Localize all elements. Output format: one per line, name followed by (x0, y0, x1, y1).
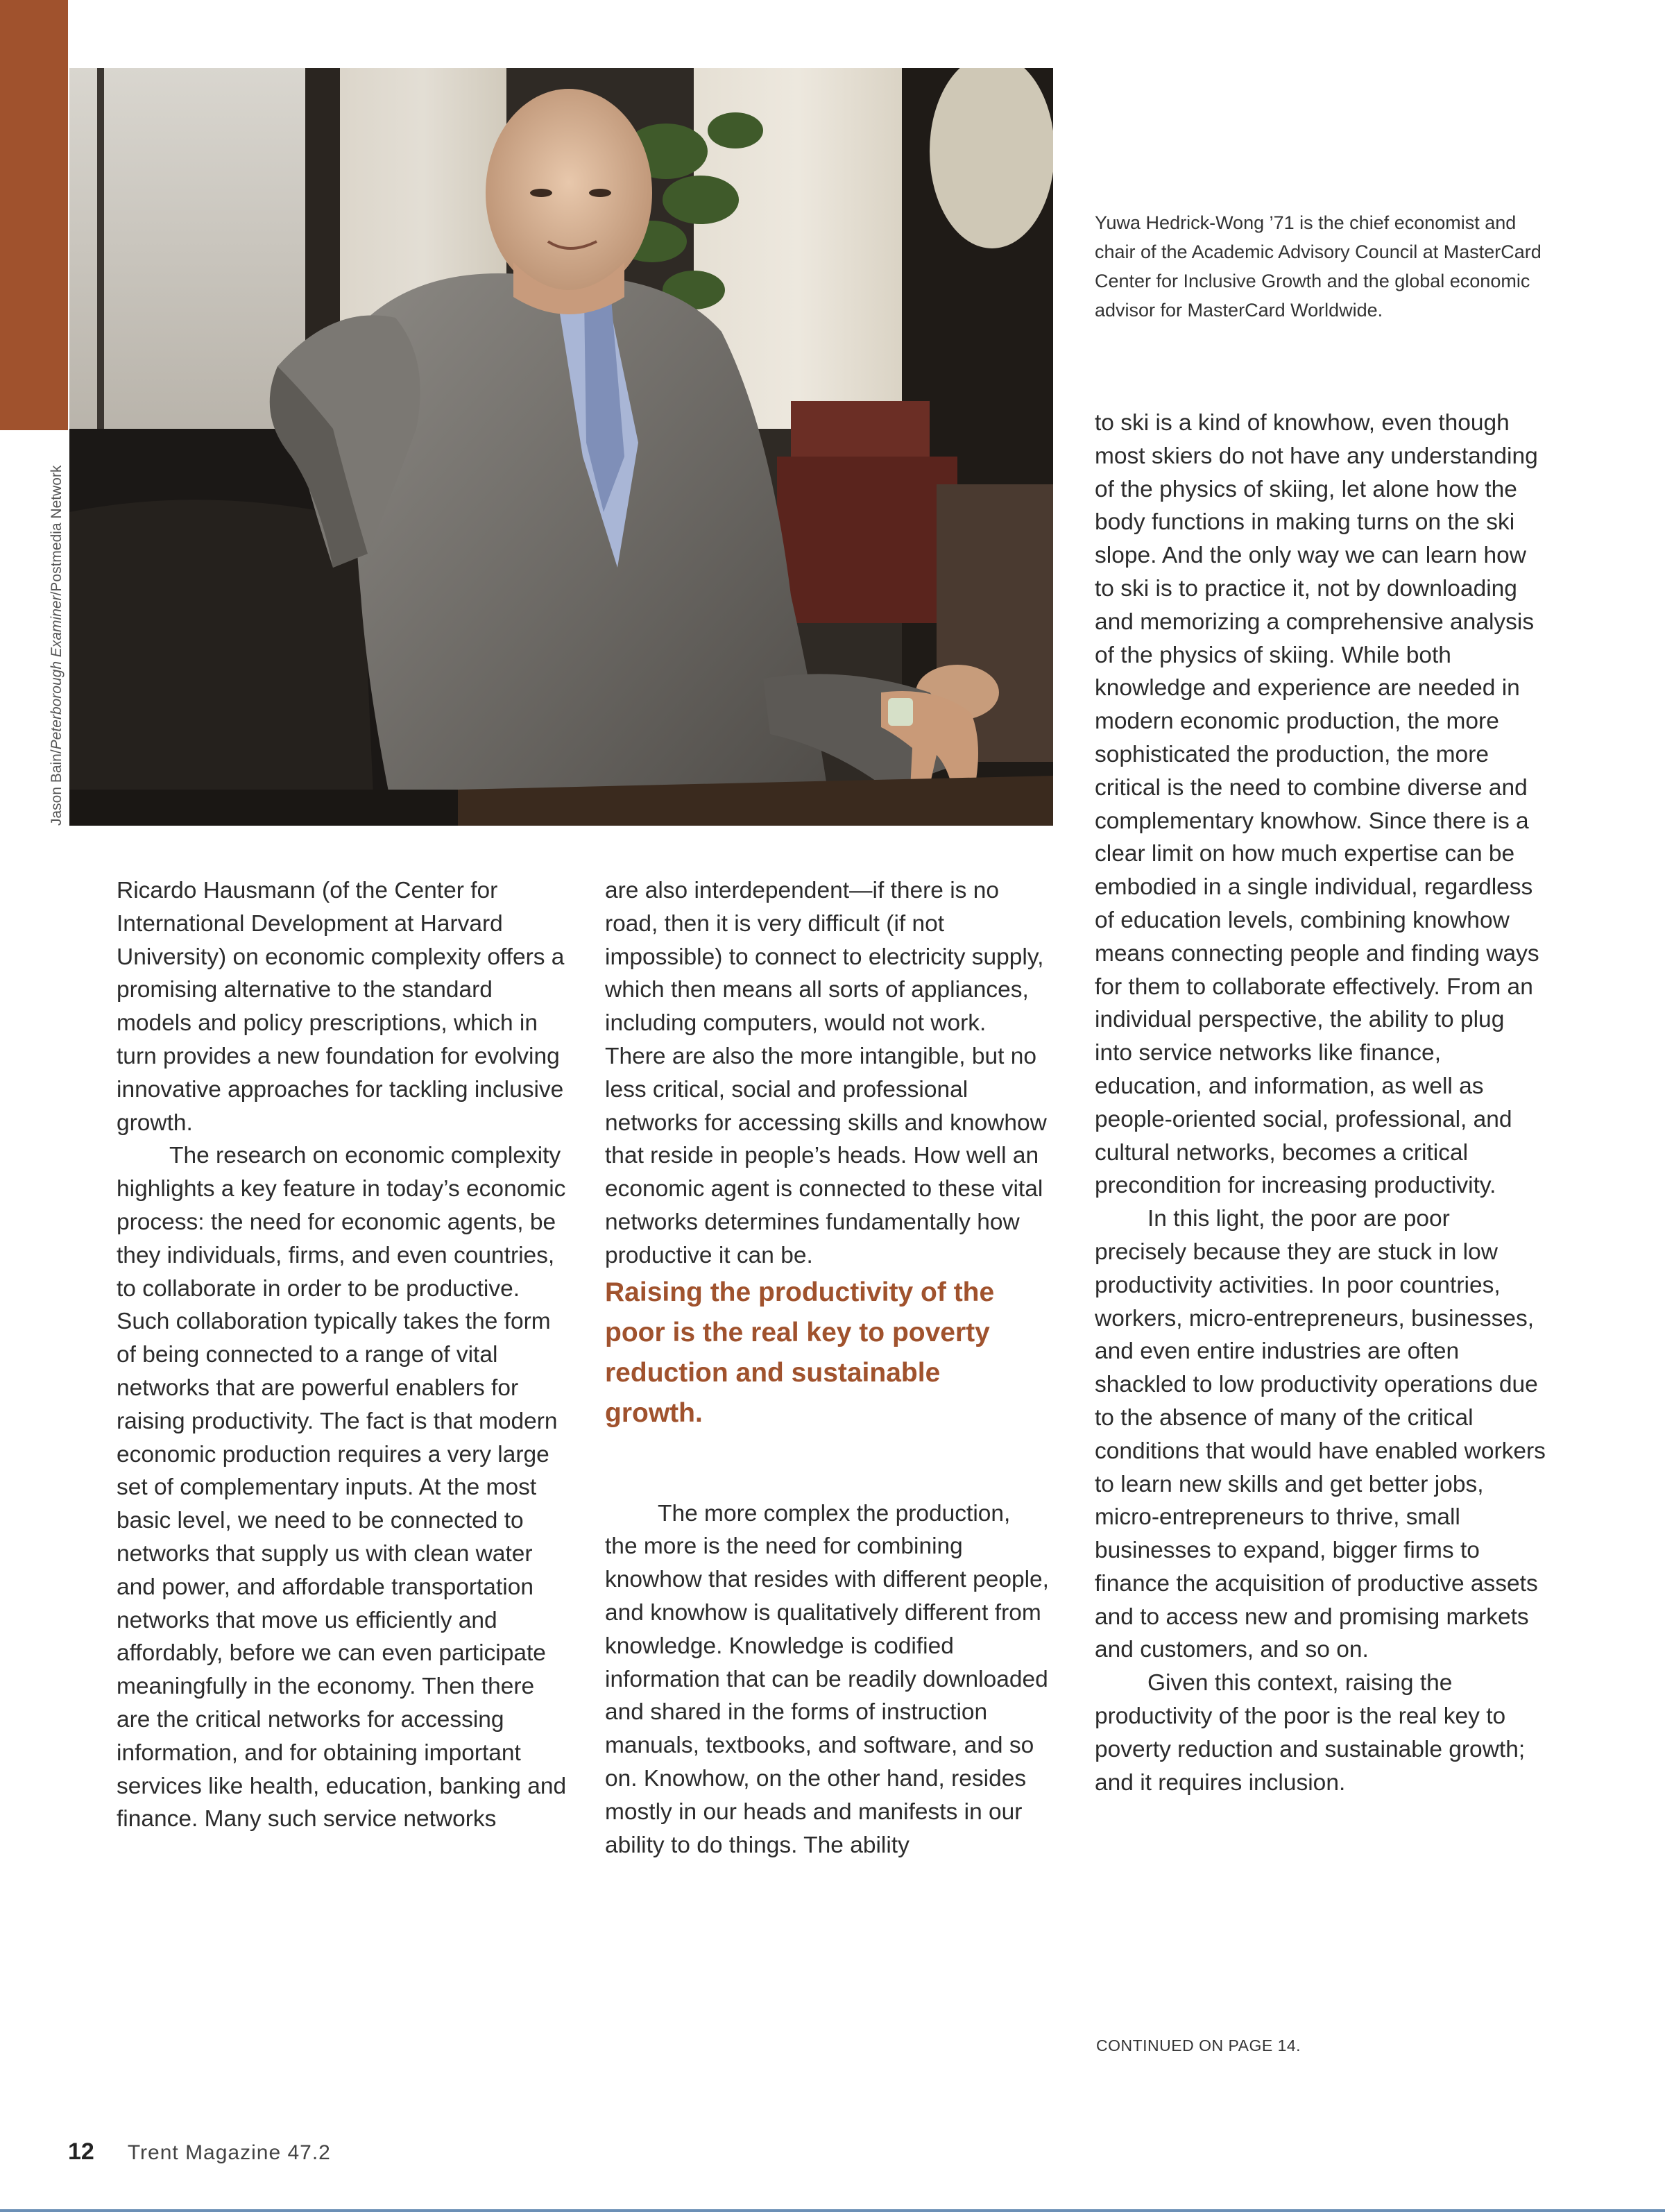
portrait-illustration (69, 68, 1053, 826)
page-number: 12 (68, 2138, 94, 2165)
article-column-1 (117, 874, 567, 1836)
paragraph: The more complex the production, the more is the need for combining knowhow that resides with different people, and knowhow is qualitatively different from knowledge. Knowledge is codified information that can be readily downloaded and shared in the forms of instruction manuals, textbooks, and software, and so on. Knowhow, on the other hand, resides mostly in our heads and manifests in our ability to do things. The ability (605, 1500, 1049, 1858)
credit-name: Jason Bain/ (49, 749, 65, 826)
continued-note: CONTINUED ON PAGE 14. (1096, 2036, 1301, 2054)
article-column-3 (1095, 407, 1546, 1799)
paragraph: The research on economic complexity highlights a key feature in today’s economic process: the need for economic agents, be they individuals, firms, and even countries, to collaborate in order to be productive. Such collaboration typically takes the form of being connected to a range of vital networks that are powerful enablers for raising productivity. The fact is that modern economic production requires a very large set of complementary inputs. At the most basic level, we need to be connected to networks that supply us with clean water and power, and affordable transportation networks that move us efficiently and affordably, before we can even participate meaningfully in the economy. Then there are the critical networks for accessing information, and for obtaining important services like health, education, banking and finance. Many such service networks (117, 1143, 567, 1832)
credit-publication: Peterborough Examiner (49, 595, 65, 750)
paragraph: Ricardo Hausmann (of the Center for International Development at Harvard University) on economic complexity offers a promising alternative to the standard models and policy prescriptions, which in turn provides a new foundation for evolving innovative approaches for tackling inclusive growth. (117, 878, 565, 1136)
paragraph: Given this context, raising the productivity of the poor is the real key to poverty reduction and sustainable growth; and it requires inclusion. (1095, 1670, 1526, 1796)
photo-credit (49, 466, 65, 826)
accent-bar (0, 0, 68, 430)
credit-network: /Postmedia Network (49, 465, 65, 596)
pull-quote: Raising the productivity of the poor is the real key to poverty reduction and sustainable growth. (605, 1277, 995, 1428)
article-column-2 (605, 874, 1049, 1862)
paragraph: are also interdependent—if there is no road, then it is very difficult (if not impossible) to connect to electricity supply, which then means all sorts of appliances, including computers, would not work. There are also the more intangible, but no less critical, social and professional networks for accessing skills and knowhow that reside in people’s heads. How well an economic agent is connected to these vital networks determines fundamentally how productive it can be. (605, 878, 1047, 1268)
page-footer (68, 2138, 331, 2166)
portrait-photo (69, 68, 1053, 826)
magazine-title: Trent Magazine 47.2 (127, 2141, 331, 2164)
paragraph: In this light, the poor are poor precisely because they are stuck in low productivity activities. In poor countries, workers, micro-entrepreneurs, businesses, and even entire industries are often shackled to low productivity operations due to the absence of many of the critical conditions that would have enabled workers to learn new skills and get better jobs, micro-entrepreneurs to thrive, small businesses to expand, bigger firms to finance the acquisition of productive assets and to access new and promising markets and customers, and so on. (1095, 1206, 1546, 1663)
bottom-rule (0, 2209, 1665, 2212)
paragraph: to ski is a kind of knowhow, even though most skiers do not have any understanding of the physics of skiing, let alone how the body functions in making turns on the ski slope. And the only way we can learn how to ski is to practice it, not by downloading and memorizing a comprehensive analysis of the physics of skiing. While both knowledge and experience are needed in modern economic production, the more sophisticated the production, the more critical is the need to combine diverse and complementary knowhow. Since there is a clear limit on how much expertise can be embodied in a single individual, regardless of education levels, combining knowhow means connecting people and finding ways for them to collaborate effectively. From an individual perspective, the ability to plug into service networks like finance, education, and information, as well as people-oriented social, professional, and cultural networks, becomes a critical precondition for increasing productivity. (1095, 410, 1539, 1199)
photo-caption: Yuwa Hedrick-Wong ’71 is the chief economist and chair of the Academic Advisory Council at MasterCard Center for Inclusive Growth and the global economic advisor for MasterCard Worldwide. (1095, 212, 1542, 321)
